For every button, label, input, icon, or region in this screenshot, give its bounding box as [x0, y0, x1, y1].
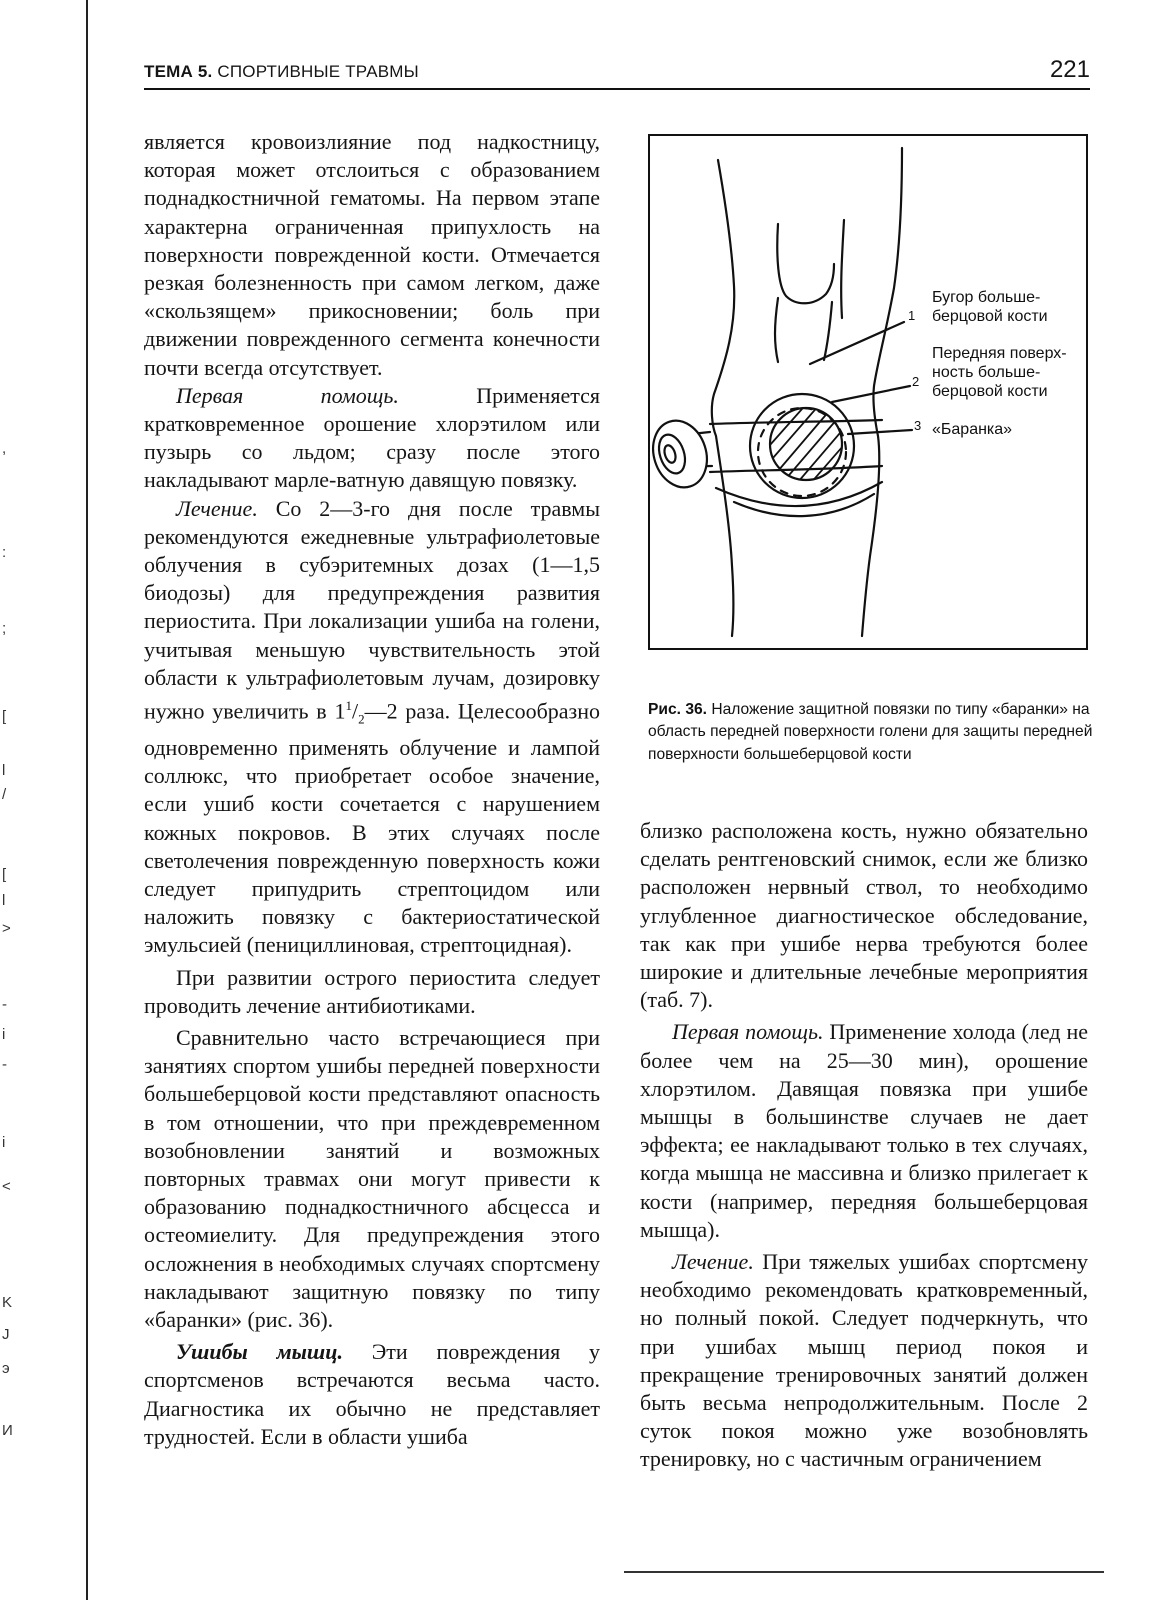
paragraph: является кровоизлияние под надкостницу, которая может отслоиться с образованием поднадкостничной гематомы. На первом этапе характерна ограниченная припухлость на поверхности поврежденной кости. Отмечается резкая болезненность при самом легком, даже «скользящем» прикосновении; боль при движении поврежденного сегмента конечности почти всегда отсутствует. — [144, 129, 600, 380]
page-number: 221 — [1049, 56, 1090, 83]
caption-number: Рис. 36. — [648, 701, 708, 718]
paragraph — [640, 1018, 1088, 1244]
paragraph-lead: Первая помощь. — [176, 382, 399, 408]
label-line: Бугор больше- — [932, 289, 1041, 306]
label-line: берцовой кости — [932, 383, 1048, 400]
figure-caption — [648, 699, 1100, 766]
paragraph — [144, 382, 600, 495]
label-line: берцовой кости — [932, 308, 1048, 325]
paragraph-text: Эти повреждения у спортсменов встречаются весьма часто. Диагностика их обычно не представляет трудностей. Если в области ушиба — [144, 1339, 600, 1449]
margin-mark: J — [2, 1326, 10, 1343]
running-head — [144, 56, 1090, 90]
right-column — [640, 817, 1088, 1474]
margin-mark: ; — [2, 620, 7, 637]
margin-mark: i — [2, 1026, 6, 1043]
paragraph-text: Со 2—3-го дня после травмы рекомендуются ежедневные ультрафиолетовые облучения в субэритемных дозах (1—1,5 биодозы) для предупреждения развития периостита. При локализации ушиба на голени, учитывая меньшую чувствительность этой области к ультрафиолетовым лучам, дозировку нужно увеличить в 1 — [144, 495, 600, 724]
figure-label-anterior-tibial-surface — [932, 344, 1067, 401]
paragraph-text: Применение холода (лед не более чем на 25—30 мин), орошение хлорэтилом. Давящая повязка при ушибе мышцы в большинстве случаев не дает эффекта; ее накладывают только в тех случаях, когда мышца не массивна и близко прилегает к кости (например, передняя большеберцовая мышца). — [640, 1019, 1088, 1242]
paragraph-lead: Первая помощь. — [672, 1019, 824, 1045]
figure-label-baranka — [932, 420, 1012, 439]
running-head-topic — [144, 62, 419, 82]
margin-mark: i — [2, 1134, 6, 1151]
label-line: ность больше- — [932, 364, 1041, 381]
label-line: Передняя поверх- — [932, 345, 1067, 362]
section-run-in-heading: Ушибы мышц. — [176, 1339, 343, 1365]
margin-mark: < — [2, 1178, 11, 1195]
margin-mark: / — [2, 786, 7, 803]
margin-mark: [ — [2, 866, 7, 883]
margin-mark: э — [2, 1360, 10, 1377]
margin-mark: l — [2, 762, 6, 779]
paragraph-lead: Лечение. — [672, 1249, 754, 1275]
paragraph: Лечение. Со 2—3-го дня после травмы рекомендуются ежедневные ультрафиолетовые облучения в субэритемных дозах (1—1,5 биодозы) для предупреждения развития периостита. При локализации ушиба на голени, учитывая меньшую чувствительность этой области к ультрафиолетовым лучам, дозировку нужно увеличить в $1^1/_2—2$ раза. Целесообразно одновременно применять облучение и лампой соллюкс, что приобретает особое значение, если ушиб кости сочетается с нарушением кожных покровов. В этих случаях после светолечения поврежденную поверхность кожи следует припудрить стрептоцидом или наложить повязку с бактериостатической эмульсией (пенициллиновая, стрептоцидная). — [144, 495, 600, 958]
left-column — [144, 128, 600, 1451]
paragraph: Сравнительно часто встречающиеся при занятиях спортом ушибы передней поверхности большеберцовой кости представляют опасность в том отношении, что при преждевременном возобновлении занятий и возможных повторных травмах они могут привести к образованию поднадкостничного абсцесса и остеомиелиту. Для предупреждения этого осложнения в необходимых случаях спортсмену накладывают защитную повязку по типу «баранки» (рис. 36). — [144, 1025, 600, 1333]
caption-text: Наложение защитной повязки по типу «баранки» на область передней поверхности голени для защиты передней поверхности большеберцовой кости — [648, 701, 1093, 763]
margin-mark: : — [2, 544, 7, 561]
paragraph: близко расположена кость, нужно обязательно сделать рентгеновский снимок, если же близко расположен нервный ствол, то необходимо углубленное диагностическое обследование, так как при ушибе нерва требуются более широкие и длительные лечебные мероприятия (таб. 7). — [640, 818, 1088, 1013]
label-line: «Баранка» — [932, 421, 1013, 438]
bottom-rule — [624, 1571, 1104, 1573]
figure-36 — [648, 134, 1088, 650]
paragraph-lead: Лечение. — [176, 495, 258, 521]
figure-label-number: 2 — [912, 374, 920, 389]
binding-edge-line — [86, 0, 88, 1600]
figure-label-tibial-tuberosity — [932, 288, 1048, 326]
margin-mark: [ — [2, 708, 7, 725]
figure-label-number: 3 — [914, 418, 922, 433]
topic-title: СПОРТИВНЫЕ ТРАВМЫ — [212, 62, 419, 81]
paragraph-text: Применяется кратковременное орошение хлорэтилом или пузырь со льдом; сразу после этого накладывают марле-ватную давящую повязку. — [144, 382, 600, 493]
margin-mark: И — [2, 1422, 13, 1439]
margin-mark: > — [2, 920, 11, 937]
topic-number: ТЕМА 5. — [144, 62, 213, 81]
paragraph — [144, 1338, 600, 1451]
paragraph — [640, 1248, 1088, 1474]
margin-mark: - — [2, 1056, 7, 1073]
margin-mark: K — [2, 1294, 13, 1311]
paragraph: При развитии острого периостита следует проводить лечение антибиотиками. — [144, 964, 600, 1018]
fraction-denominator: 2 — [358, 711, 365, 727]
paragraph-text: —2 раза. Целесообразно одновременно применять облучение и лампой соллюкс, что приобретает особое значение, если ушиб кости сочетается с нарушением кожных покровов. В этих случаях после светолечения поврежденную поверхность кожи следует припудрить стрептоцидом или наложить повязку с бактериостатической эмульсией (пенициллиновая, стрептоцидная). — [144, 698, 600, 958]
paragraph-text: При тяжелых ушибах спортсмену необходимо рекомендовать кратковременный, но полный покой. Следует подчеркнуть, что при ушибах мышц период покоя и прекращение тренировочных занятий должен быть весьма непродолжительным. После 2 суток покоя можно уже возобновлять тренировку, но с частичным ограничением — [640, 1249, 1088, 1472]
margin-mark: l — [2, 892, 6, 909]
fraction-numerator: 1 — [345, 698, 352, 714]
margin-mark: - — [2, 996, 7, 1013]
figure-label-number: 1 — [908, 308, 916, 323]
margin-mark: , — [2, 440, 7, 457]
